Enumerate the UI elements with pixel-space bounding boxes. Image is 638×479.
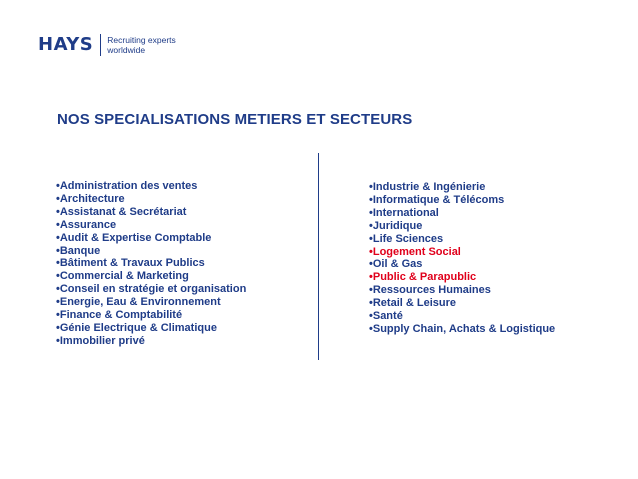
page-title: NOS SPECIALISATIONS METIERS ET SECTEURS: [57, 111, 413, 128]
list-item: •Finance & Comptabilité: [56, 309, 183, 322]
logo-tagline-line2: worldwide: [107, 45, 146, 55]
specialisations-list-right: [369, 181, 555, 336]
list-item: •Assurance: [56, 218, 117, 231]
list-item: •Retail & Leisure: [369, 297, 456, 310]
column-divider: [318, 153, 319, 360]
specialisations-list-left: [56, 180, 246, 348]
list-item: •Banque: [56, 244, 101, 257]
logo-tagline-line1: Recruiting experts: [107, 35, 176, 45]
list-item-highlighted: •Public & Parapublic: [369, 271, 477, 284]
list-item: •Supply Chain, Achats & Logistique: [369, 322, 556, 335]
list-item: •Architecture: [56, 192, 125, 205]
hays-logo: [38, 34, 176, 56]
list-item: •Life Sciences: [369, 232, 444, 245]
list-item: •Oil & Gas: [369, 258, 423, 271]
list-item: •Conseil en stratégie et organisation: [56, 283, 247, 296]
list-item: •Administration des ventes: [56, 180, 198, 192]
list-item: •Santé: [369, 310, 403, 323]
list-item: •Génie Electrique & Climatique: [56, 321, 217, 334]
list-item: •Ressources Humaines: [369, 284, 491, 297]
logo-brand: HAYS: [38, 34, 94, 55]
logo-tagline: [107, 35, 176, 55]
list-item: •Commercial & Marketing: [56, 270, 189, 283]
list-item: •Industrie & Ingénierie: [369, 181, 486, 193]
list-item: •Informatique & Télécoms: [369, 193, 505, 206]
list-item-highlighted: •Logement Social: [369, 245, 461, 258]
logo-divider: [100, 34, 101, 56]
list-item: •Juridique: [369, 219, 423, 232]
list-item: •Audit & Expertise Comptable: [56, 231, 212, 244]
list-item: •Energie, Eau & Environnement: [56, 296, 221, 309]
list-item: •Bâtiment & Travaux Publics: [56, 257, 205, 270]
list-item: •International: [369, 206, 439, 219]
list-item: •Immobilier privé: [56, 334, 145, 347]
list-item: •Assistanat & Secrétariat: [56, 205, 187, 218]
